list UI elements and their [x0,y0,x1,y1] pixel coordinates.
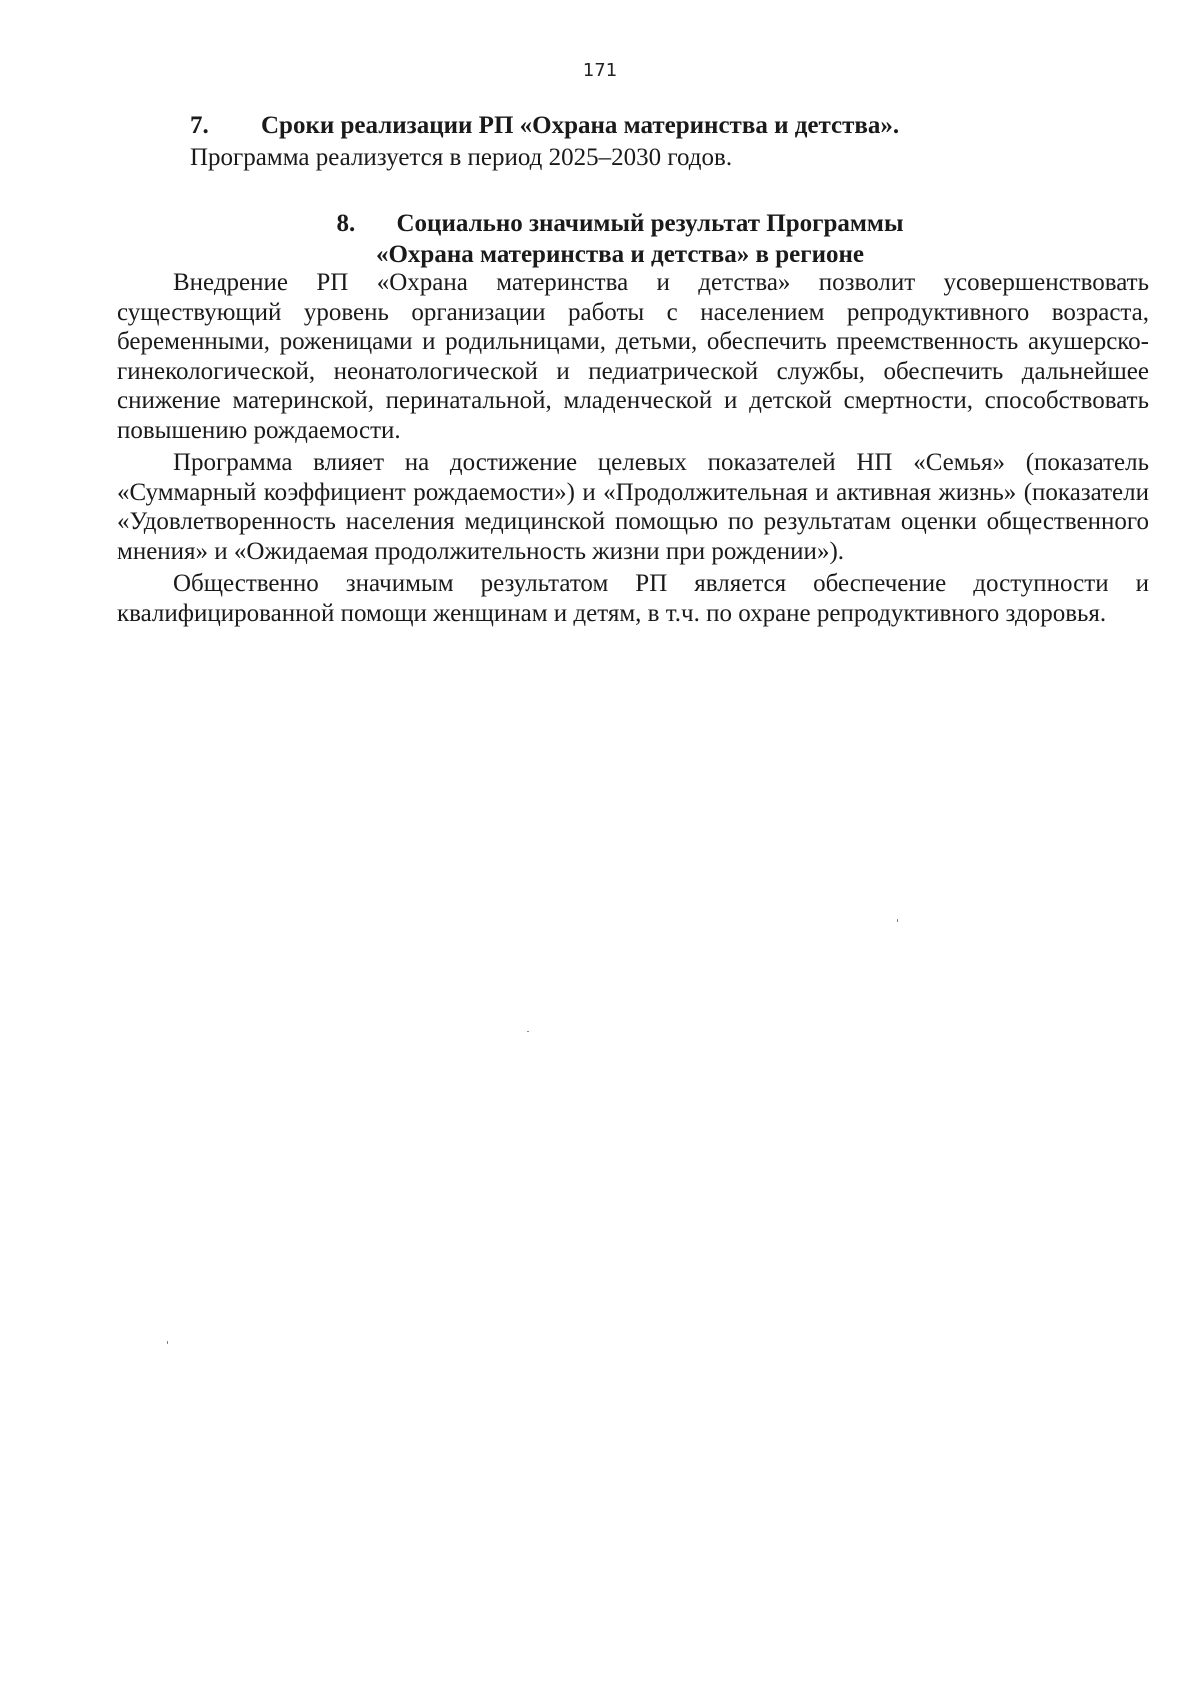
section-7-heading [190,112,899,140]
section-8-heading [0,208,1200,270]
section-8-title-line-2: «Охрана материнства и детства» в регионе [375,241,865,268]
section-8-body [117,268,1149,631]
scan-speck [897,919,898,922]
section-8-title-text-1: Социально значимый результат Программы [396,210,904,237]
page-number: 171 [582,60,618,81]
section-7-title: Сроки реализации РП «Охрана материнства и детства». [261,112,900,139]
section-7-text: Программа реализуется в период 2025–2030 годов. [190,144,733,171]
scan-speck [167,1341,168,1344]
paragraph-2: Программа влияет на достижение целевых показателей НП «Семья» (показатель «Суммарный коэффициент рождаемости») и «Продолжительная и активная жизнь» (показатели «Удовлетворенность населения медицинской помощью по результатам оценки общественного мнения» и «Ожидаемая продолжительность жизни при рождении»). [117,449,1149,565]
scan-speck [527,1031,529,1032]
paragraph-1: Внедрение РП «Охрана материнства и детства» позволит усовершенствовать существующий уровень организации работы с населением репродуктивного возраста, беременными, роженицами и родильницами, детьми, обеспечить преемственность акушерско-гинекологической, неонатологической и педиатрической службы, обеспечить дальнейшее снижение материнской, перинатальной, младенческой и детской смертности, способствовать повышению рождаемости. [117,269,1149,444]
section-8-title-line-1 [0,208,1200,239]
paragraph-3: Общественно значимым результатом РП является обеспечение доступности и квалифицированной помощи женщинам и детям, в т.ч. по охране репродуктивного здоровья. [117,570,1149,627]
section-7-number: 7. [190,112,209,139]
section-8-number: 8. [336,210,356,237]
